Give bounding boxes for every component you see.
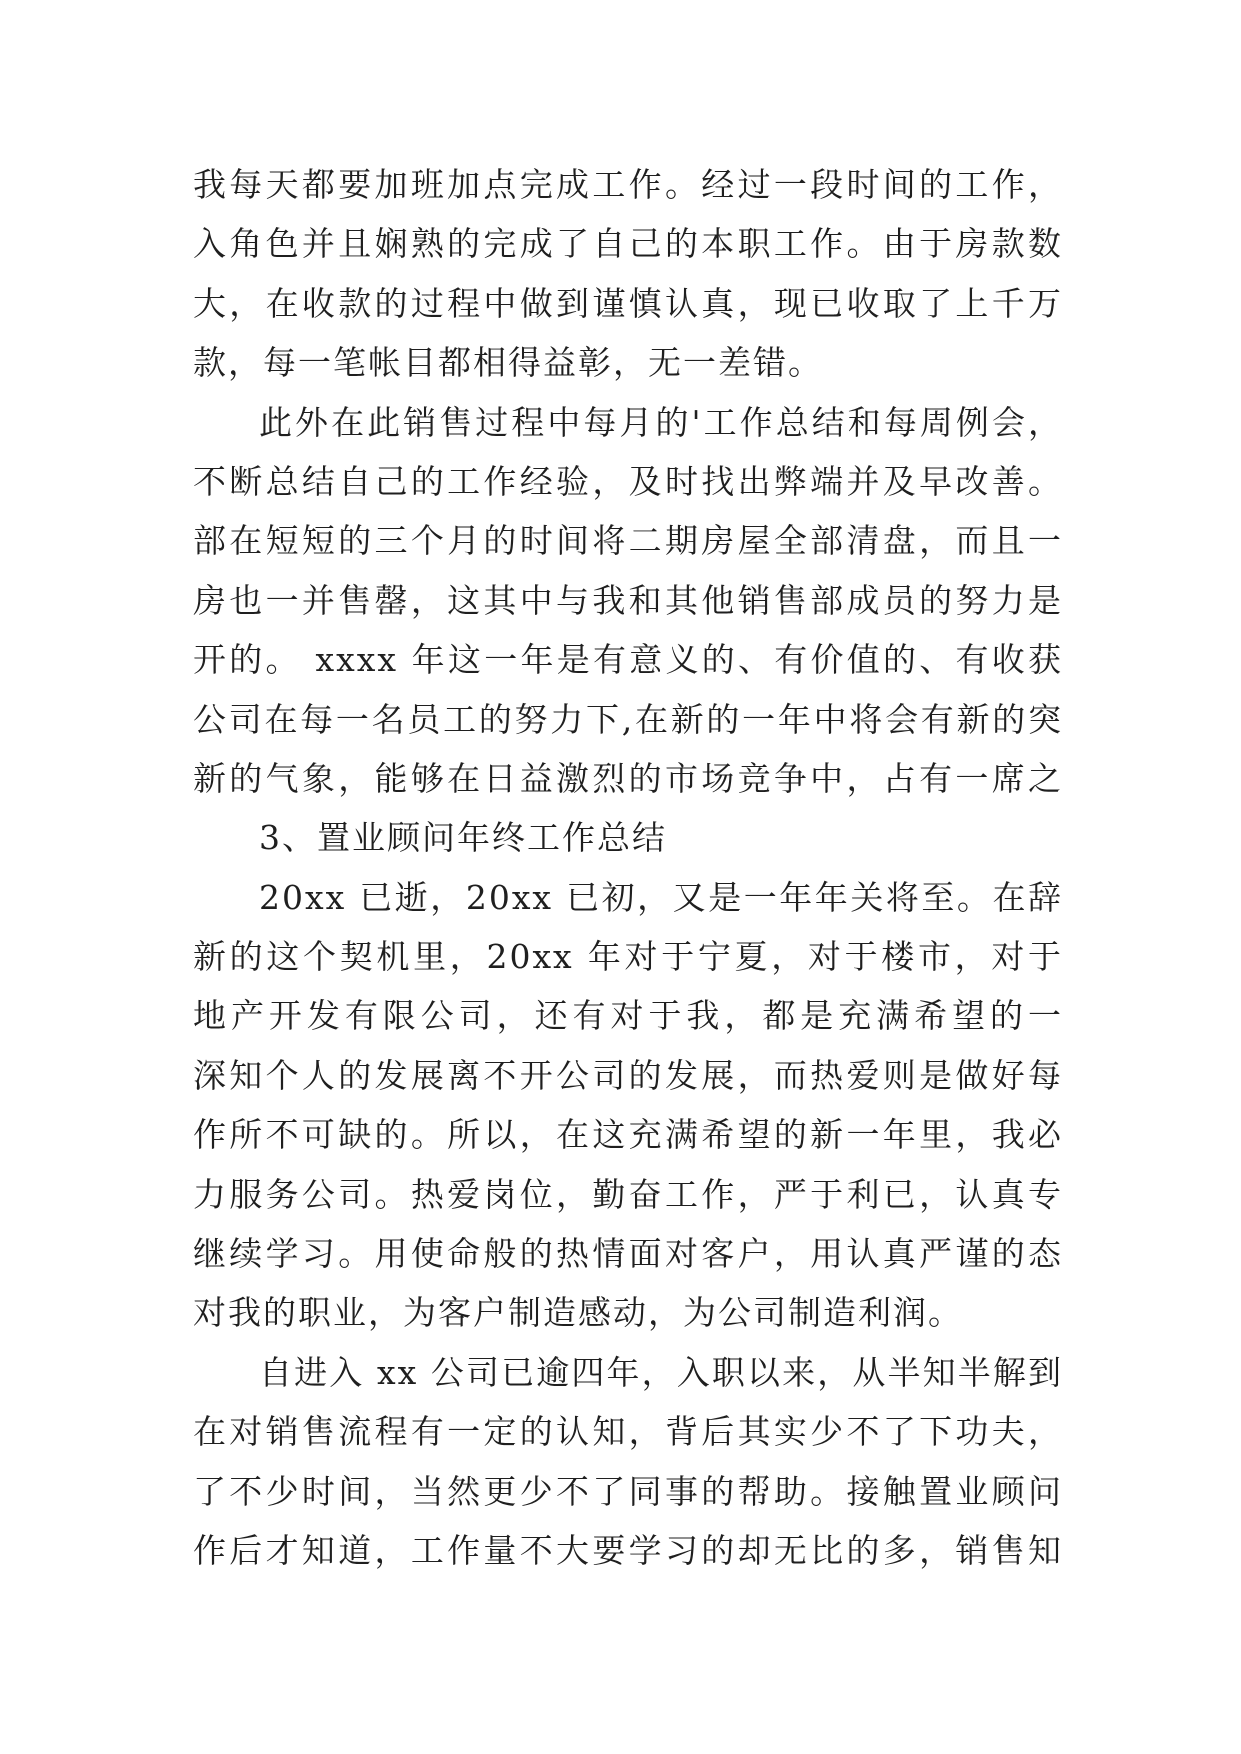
text-line: 开的。 xxxx 年这一年是有意义的、有价值的、有收获 [193, 640, 1063, 680]
text-line: 部在短短的三个月的时间将二期房屋全部清盘，而且一 [193, 521, 1063, 561]
text-line: 了不少时间，当然更少不了同事的帮助。接触置业顾问 [193, 1471, 1063, 1511]
section-heading: 3、置业顾问年终工作总结 [259, 818, 667, 858]
text-line: 继续学习。用使命般的热情面对客户，用认真严谨的态 [193, 1234, 1063, 1274]
text-line: 此外在此销售过程中每月的'工作总结和每周例会， [259, 402, 1063, 442]
body-text [193, 155, 1063, 1580]
text-line: 作后才知道，工作量不大要学习的却无比的多，销售知 [193, 1530, 1063, 1570]
text-line: 大，在收款的过程中做到谨慎认真，现已收取了上千万 [193, 283, 1063, 323]
text-line: 款，每一笔帐目都相得益彰，无一差错。 [193, 343, 823, 383]
text-line: 新的气象，能够在日益激烈的市场竞争中，占有一席之 [193, 758, 1063, 798]
text-line: 在对销售流程有一定的认知，背后其实少不了下功夫， [193, 1412, 1063, 1452]
text-line: 20xx 已逝，20xx 已初，又是一年年关将至。在辞 [259, 877, 1063, 917]
text-line: 对我的职业，为客户制造感动，为公司制造利润。 [193, 1293, 963, 1333]
text-line: 新的这个契机里，20xx 年对于宁夏，对于楼市，对于 [193, 937, 1063, 977]
text-line: 作所不可缺的。所以，在这充满希望的新一年里，我必 [193, 1115, 1063, 1155]
text-line: 房也一并售罄，这其中与我和其他销售部成员的努力是 [193, 580, 1063, 620]
text-line: 不断总结自己的工作经验，及时找出弊端并及早改善。 [193, 461, 1063, 501]
text-line: 深知个人的发展离不开公司的发展，而热爱则是做好每 [193, 1055, 1063, 1095]
text-line: 地产开发有限公司，还有对于我，都是充满希望的一 [193, 996, 1063, 1036]
text-line: 我每天都要加班加点完成工作。经过一段时间的工作， [193, 165, 1063, 204]
text-line: 力服务公司。热爱岗位，勤奋工作，严于利已，认真专 [193, 1174, 1063, 1214]
text-line: 自进入 xx 公司已逾四年，入职以来，从半知半解到 [259, 1352, 1063, 1392]
text-line: 公司在每一名员工的努力下,在新的一年中将会有新的突 [193, 699, 1063, 739]
text-line: 入角色并且娴熟的完成了自己的本职工作。由于房款数 [193, 224, 1063, 264]
